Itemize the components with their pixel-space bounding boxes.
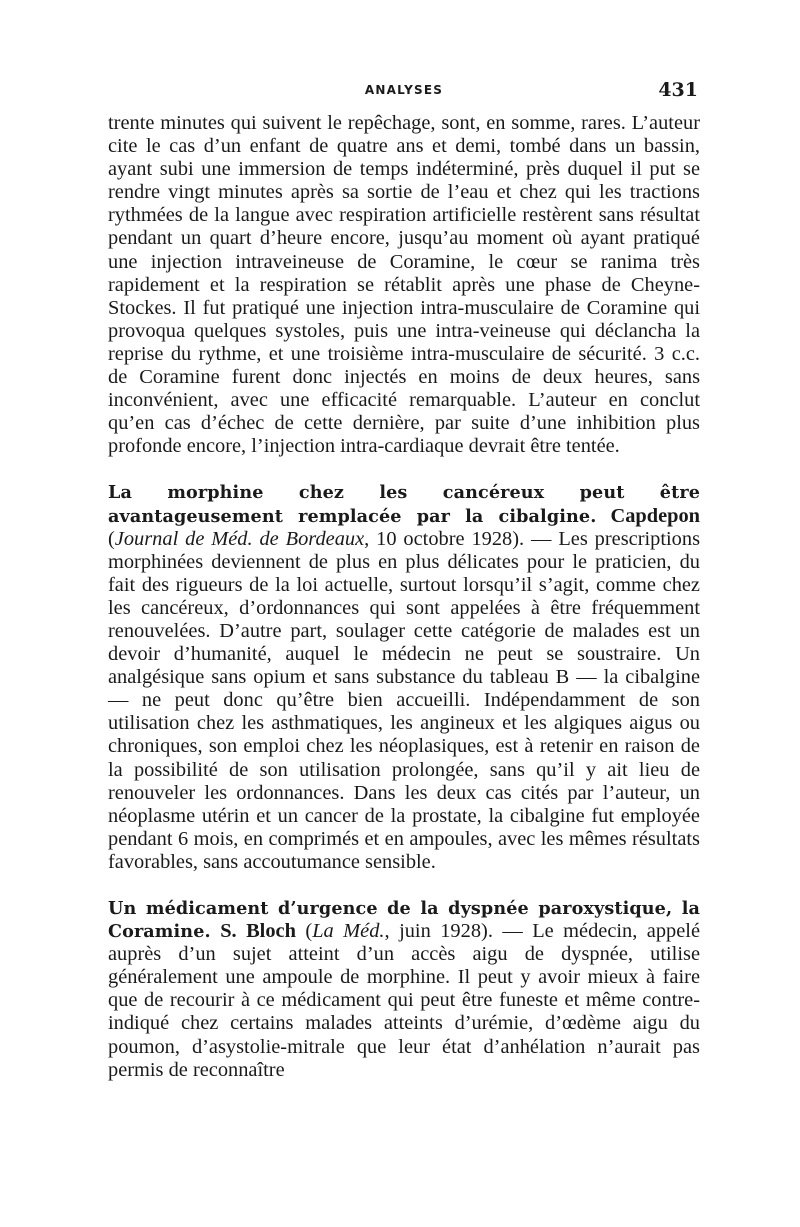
body-text (108, 112, 700, 1082)
entry-journal: Journal de Méd. de Bordeaux (114, 527, 365, 550)
page-number: 431 (658, 79, 698, 101)
citation-open: ( (295, 920, 313, 943)
entry-author: Capdepon (610, 504, 700, 527)
entry-body: — Les prescriptions morphinées deviennent de plus en plus délicates pour le praticien, du fait des rigueurs de la loi actuelle, surtout lorsqu’il s’agit, comme chez les cancéreux, d’ordonnances qui sont appelées à être fréquemment renouvelées. D’autre part, soulager cette catégorie de malades est un devoir d’humanité, auquel le médecin ne peut se soustraire. Un analgésique sans opium et sans substance du tableau B — la cibalgine — ne peut donc qu’être bien accueilli. Indépendamment de son utilisation chez les asthmatiques, les angineux et les algiques aigus ou chroniques, son emploi chez les néoplasiques, est à retenir en raison de la possibilité de son utilisation prolongée, sans qu’il y ait lieu de renouveler les ordonnances. Dans les deux cas cités par l’auteur, un néoplasme utérin et un cancer de la prostate, la cibalgine fut employée pendant 6 mois, en comprimés et en ampoules, avec les mêmes résultats favorables, sans accoutumance sensible. (108, 527, 701, 873)
continuation-paragraph: trente minutes qui suivent le repêchage, sont, en somme, rares. L’auteur cite le cas d’un enfant de quatre ans et demi, tombé dans un bassin, ayant subi une immersion de temps indéterminé, près duquel il put se rendre vingt minutes après sa sortie de l’eau et chez qui les tractions rythmées de la langue avec respiration artificielle restèrent sans résultat pendant un quart d’heure encore, jusqu’au moment où ayant pratiqué une injection intraveineuse de Coramine, le cœur se ranima très rapidement et la respiration se rétablit après une phase de Cheyne-Stockes. Il fut pratiqué une injection intra-musculaire de Coramine qui provoqua quelques systoles, puis une intra-veineuse qui déclancha la reprise du rythme, et une troisième intra-musculaire de sécurité. 3 c.c. de Coramine furent donc injectés en moins de deux heures, sans inconvénient, avec une efficacité remarquable. L’auteur en conclut qu’en cas d’échec de cette dernière, par suite d’une inhibition plus profonde encore, l’injection intra-cardiaque devrait être tentée. (108, 112, 700, 458)
citation-open: ( (108, 527, 115, 550)
entry-body: — Le médecin, appelé auprès d’un sujet atteint d’un accès aigu de dyspnée, utilise généralement une ampoule de morphine. Il peut y avoir mieux à faire que de recourir à ce médicament qui peut être funeste et même contre-indiqué chez certains malades atteints d’urémie, d’œdème aigu du poumon, d’asystolie-mitrale que leur état d’anhélation n’aurait pas permis de reconnaître (108, 920, 701, 1081)
entry-headline: La morphine chez les cancéreux peut être avantageusement remplacée par la cibalgine. (108, 482, 700, 527)
entry-journal: La Méd. (312, 920, 385, 943)
entry-headline: Un médicament d’urgence de la dyspnée paroxystique, la Coramine. (108, 898, 700, 943)
citation-close: , 10 octobre 1928). (364, 527, 525, 550)
entry-coramine (108, 897, 700, 1082)
running-head (110, 79, 698, 101)
entry-author: S. Bloch (220, 920, 296, 943)
running-title: ANALYSES (364, 83, 444, 97)
citation-close: , juin 1928). (384, 920, 493, 943)
entry-cibalgine (108, 481, 700, 874)
